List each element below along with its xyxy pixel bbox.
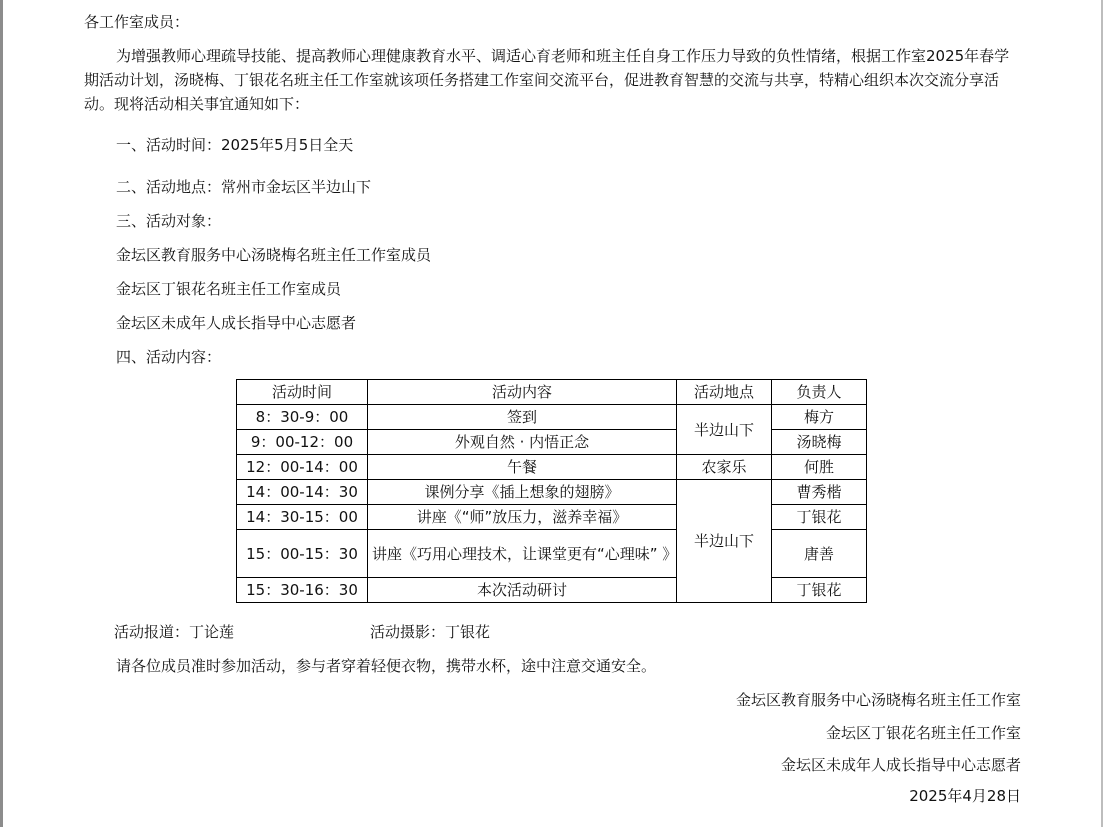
cell-owner: 梅方: [772, 405, 867, 430]
cell-place: 半边山下: [677, 480, 772, 603]
table-row: [237, 455, 867, 480]
cell-owner: 汤晓梅: [772, 430, 867, 455]
report-credit: 活动报道：丁论莲: [114, 623, 235, 641]
activity-time: 一、活动时间：2025年5月5日全天: [116, 136, 354, 154]
table-row: [237, 578, 867, 603]
cell-time: 14：30-15：00: [237, 505, 368, 530]
table-row: [237, 480, 867, 505]
cell-content: 本次活动研讨: [368, 578, 677, 603]
photo-credit: 活动摄影：丁银花: [370, 623, 491, 641]
greeting: 各工作室成员：: [84, 13, 190, 31]
activity-place: 二、活动地点：常州市金坛区半边山下: [116, 178, 372, 196]
table-header-row: [237, 380, 867, 405]
activity-content-heading: 四、活动内容：: [116, 348, 222, 366]
cell-content: 午餐: [368, 455, 677, 480]
cell-content: 讲座《巧用心理技术，让课堂更有“心理味” 》: [368, 530, 677, 578]
header-content: 活动内容: [368, 380, 677, 405]
cell-content: 讲座《“师”放压力，滋养幸福》: [368, 505, 677, 530]
cell-owner: 丁银花: [772, 505, 867, 530]
cell-time: 9：00-12：00: [237, 430, 368, 455]
activity-target-heading: 三、活动对象：: [116, 212, 222, 230]
table-row: [237, 530, 867, 578]
cell-place: 农家乐: [677, 455, 772, 480]
cell-place: 半边山下: [677, 405, 772, 455]
target-item: 金坛区教育服务中心汤晓梅名班主任工作室成员: [116, 246, 432, 264]
page-left-border: [0, 0, 3, 827]
cell-owner: 唐善: [772, 530, 867, 578]
schedule-table: [236, 379, 867, 603]
header-owner: 负责人: [772, 380, 867, 405]
cell-time: 12：00-14：00: [237, 455, 368, 480]
target-item: 金坛区未成年人成长指导中心志愿者: [116, 314, 357, 332]
cell-owner: 丁银花: [772, 578, 867, 603]
cell-owner: 何胜: [772, 455, 867, 480]
cell-time: 14：00-14：30: [237, 480, 368, 505]
table-row: [237, 430, 867, 455]
signature-line: 金坛区教育服务中心汤晓梅名班主任工作室: [735, 691, 1021, 709]
cell-time: 15：30-16：30: [237, 578, 368, 603]
header-place: 活动地点: [677, 380, 772, 405]
target-item: 金坛区丁银花名班主任工作室成员: [116, 280, 342, 298]
cell-time: 8：30-9：00: [237, 405, 368, 430]
cell-content: 课例分享《插上想象的翅膀》: [368, 480, 677, 505]
document-date: 2025年4月28日: [909, 787, 1021, 805]
table-row: [237, 505, 867, 530]
signature-line: 金坛区未成年人成长指导中心志愿者: [780, 756, 1021, 774]
cell-owner: 曹秀楷: [772, 480, 867, 505]
table-row: [237, 405, 867, 430]
cell-time: 15：00-15：30: [237, 530, 368, 578]
reminder-text: 请各位成员准时参加活动，参与者穿着轻便衣物，携带水杯，途中注意交通安全。: [116, 657, 657, 675]
header-time: 活动时间: [237, 380, 368, 405]
cell-content: 外观自然 · 内悟正念: [368, 430, 677, 455]
signature-line: 金坛区丁银花名班主任工作室: [825, 724, 1021, 742]
intro-paragraph: 为增强教师心理疏导技能、提高教师心理健康教育水平、调适心育老师和班主任自身工作压力导致的负性情绪，根据工作室2025年春学期活动计划，汤晓梅、丁银花名班主任工作室就该项任务搭建工作室间交流平台，促进教育智慧的交流与共享，特精心组织本次交流分享活动。现将活动相关事宜通知如下：: [84, 47, 1010, 113]
cell-content: 签到: [368, 405, 677, 430]
